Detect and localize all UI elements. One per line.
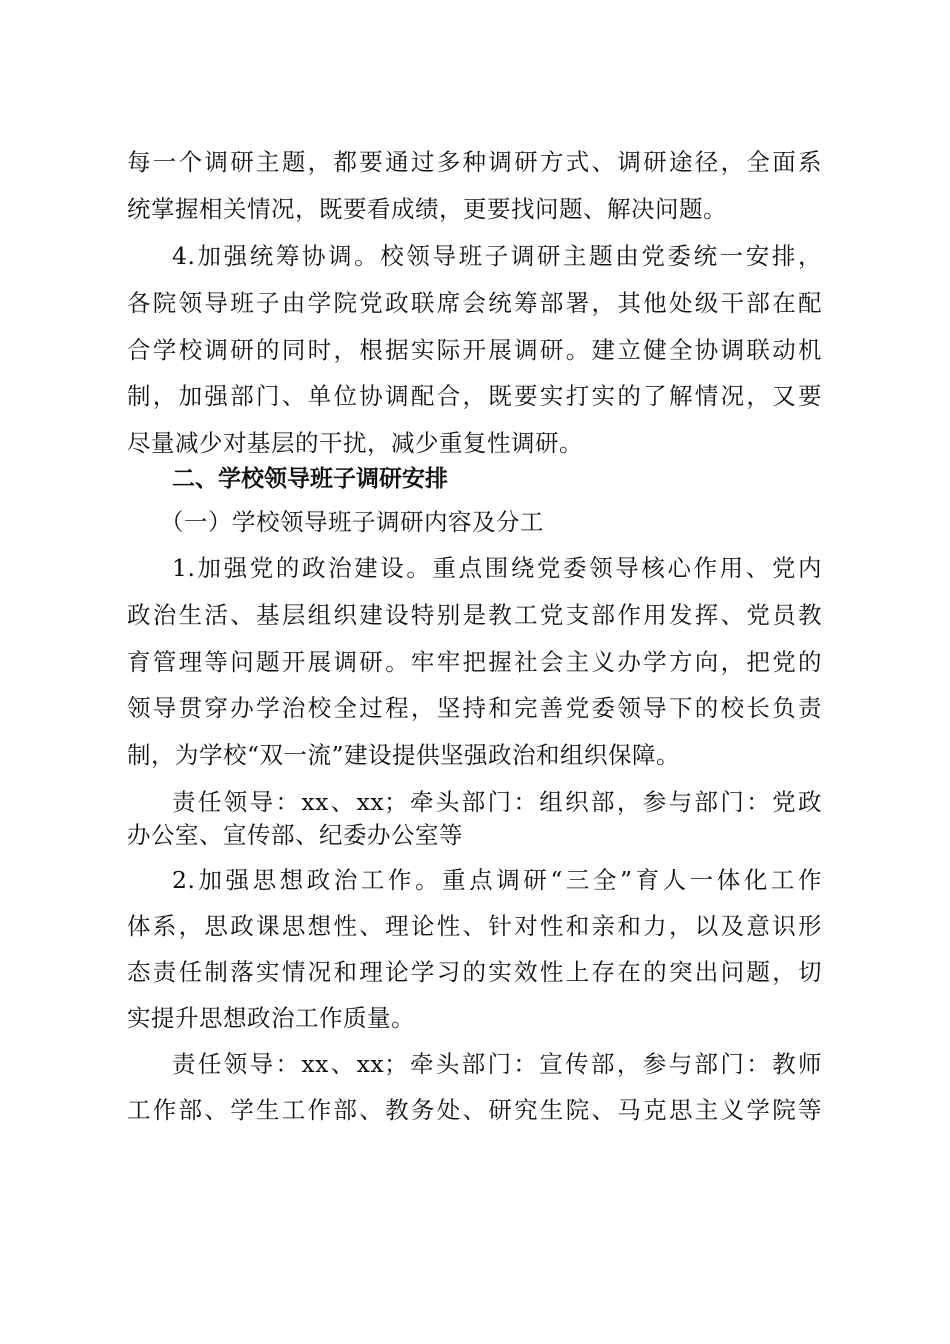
paragraph-line: 合学校调研的同时，根据实际开展调研。建立健全协调联动机 — [127, 336, 822, 364]
numbered-item-1-line: 1.加强党的政治建设。重点围绕党委领导核心作用、党内 — [172, 554, 822, 582]
responsibility-line: 办公室、宣传部、纪委办公室等 — [127, 821, 463, 849]
paragraph-line: 政治生活、基层组织建设特别是教工党支部作用发挥、党员教 — [127, 601, 822, 629]
subsection-heading: （一）学校领导班子调研内容及分工 — [160, 508, 544, 536]
paragraph-line: 每一个调研主题，都要通过多种调研方式、调研途径，全面系 — [127, 148, 822, 176]
numbered-item-2-line: 2.加强思想政治工作。重点调研“三全”育人一体化工作 — [172, 866, 822, 894]
paragraph-line: 体系，思政课思想性、理论性、针对性和亲和力，以及意识形 — [127, 912, 822, 940]
paragraph-line: 制，为学校“双一流”建设提供坚强政治和组织保障。 — [127, 741, 681, 769]
responsibility-line: 责任领导：xx、xx；牵头部门：组织部，参与部门：党政 — [172, 788, 822, 816]
section-heading: 二、学校领导班子调研安排 — [172, 466, 448, 492]
paragraph-line: 育管理等问题开展调研。牢牢把握社会主义办学方向，把党的 — [127, 648, 822, 676]
paragraph-line: 领导贯穿办学治校全过程，坚持和完善党委领导下的校长负责 — [127, 694, 822, 722]
responsibility-line: 责任领导：xx、xx；牵头部门：宣传部，参与部门：教师 — [172, 1050, 822, 1078]
paragraph-line: 尽量减少对基层的干扰，减少重复性调研。 — [127, 429, 583, 457]
responsibility-line: 工作部、学生工作部、教务处、研究生院、马克思主义学院等 — [127, 1096, 822, 1124]
paragraph-line: 态责任制落实情况和理论学习的实效性上存在的突出问题，切 — [127, 958, 822, 986]
paragraph-line: 统掌握相关情况，既要看成绩，更要找问题、解决问题。 — [127, 195, 727, 223]
paragraph-line: 制，加强部门、单位协调配合，既要实打实的了解情况，又要 — [127, 382, 822, 410]
paragraph-line: 实提升思想政治工作质量。 — [127, 1004, 415, 1032]
paragraph-line: 各院领导班子由学院党政联席会统筹部署，其他处级干部在配 — [127, 289, 822, 317]
numbered-item-4-line: 4.加强统筹协调。校领导班子调研主题由党委统一安排， — [172, 242, 822, 270]
